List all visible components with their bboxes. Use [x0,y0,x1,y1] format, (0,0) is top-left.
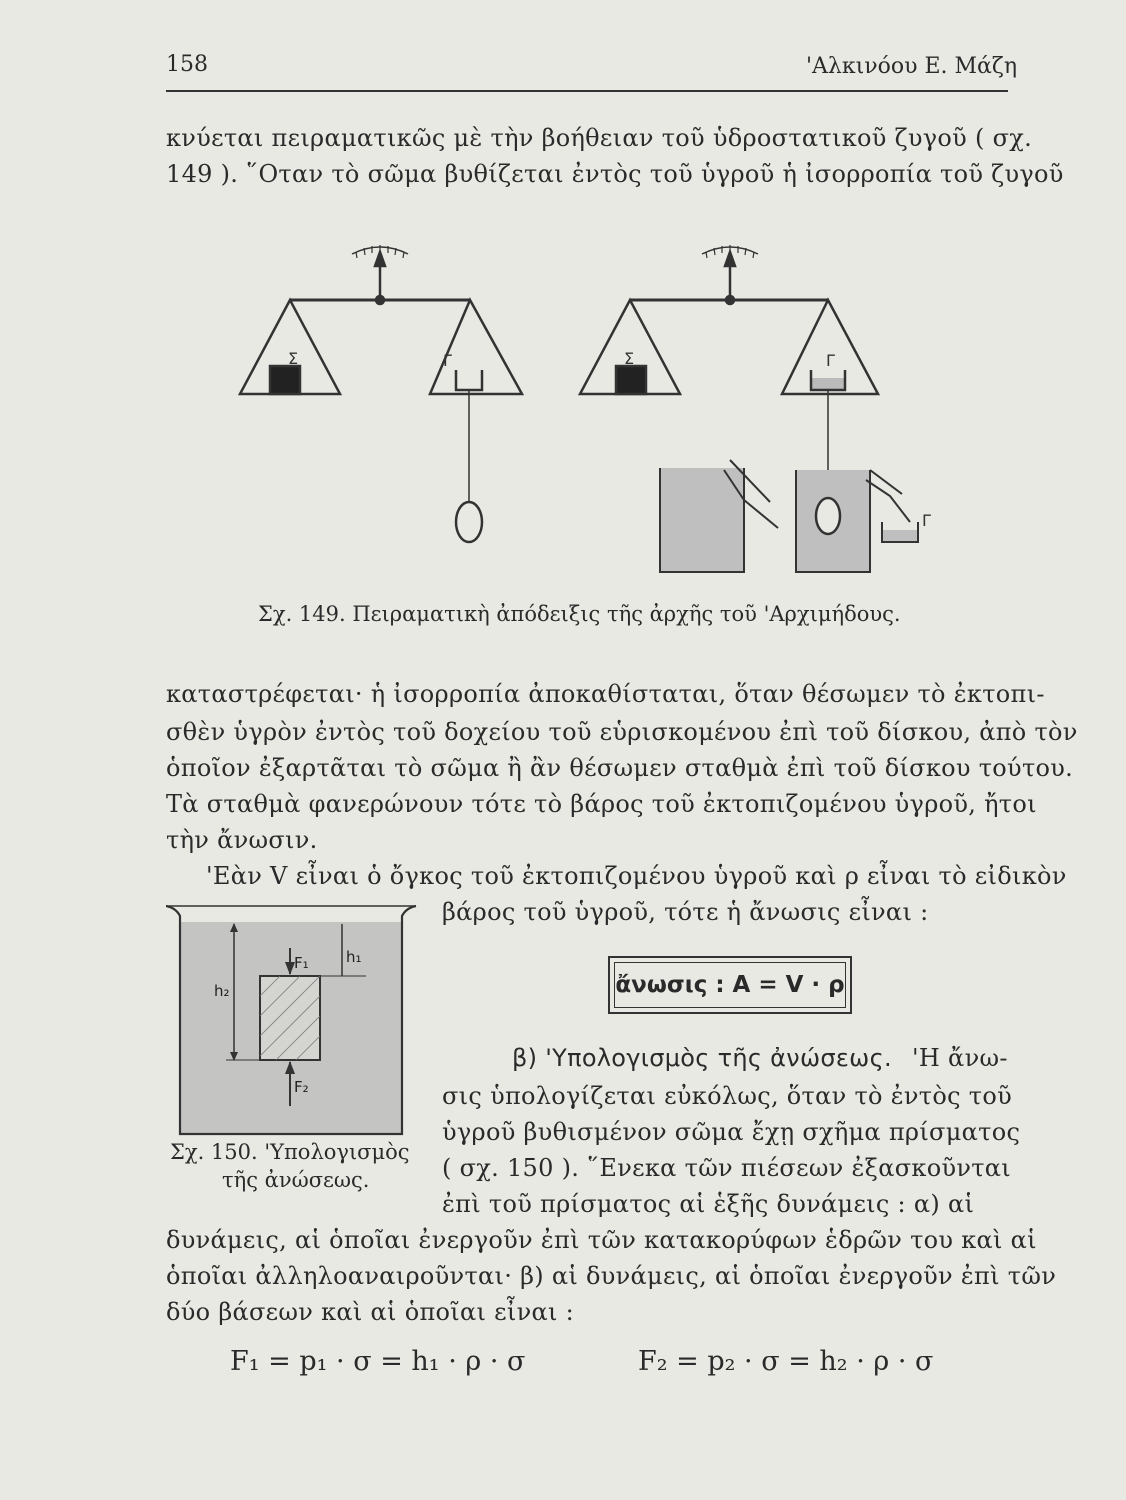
figure-150-caption: Σχ. 150. 'Υπολογισμὸς [170,1140,410,1164]
label-gamma-cup: Γ [922,511,931,530]
header-rule [166,90,1008,92]
balance-left [240,245,522,542]
intro-line: 149 ). ῞Οταν τὸ σῶμα βυθίζεται ἐντὸς τοῦ ὑγροῦ ἡ ἰσορροπία τοῦ ζυγοῦ [166,160,1064,188]
label-h1: h₁ [346,948,362,966]
paragraph-line: σθὲν ὑγρὸν ἐντὸς τοῦ δοχείου τοῦ εὑρισκομένου ἐπὶ τοῦ δίσκου, ἀπὸ τὸν [166,718,1078,746]
section-heading-rest: 'Η ἄνω- [912,1044,1008,1072]
formula-f2: F₂ = p₂ · σ = h₂ · ρ · σ [638,1346,934,1377]
formula-f1: F₁ = p₁ · σ = h₁ · ρ · σ [230,1346,526,1377]
paragraph-line: 'Εὰν V εἶναι ὁ ὄγκος τοῦ ἐκτοπιζομένου ὑγροῦ καὶ ρ εἶναι τὸ εἰδικὸν [206,862,1067,890]
figure-149-caption: Σχ. 149. Πειραματικὴ ἀπόδειξις τῆς ἀρχῆς τοῦ 'Αρχιμήδους. [258,602,901,626]
section-heading: β) 'Υπολογισμὸς τῆς ἀνώσεως. [512,1044,892,1072]
boxed-formula-text: ἄνωσις : Α = V · ρ [614,962,846,1008]
label-sigma-left: Σ [288,349,299,368]
page-number: 158 [166,52,208,77]
section-line: ὑγροῦ βυθισμένον σῶμα ἔχῃ σχῆμα πρίσματος [442,1118,1021,1146]
intro-line: κνύεται πειραματικῶς μὲ τὴν βοήθειαν τοῦ ὑδροστατικοῦ ζυγοῦ ( σχ. [166,124,1033,152]
label-h2: h₂ [214,982,230,1000]
section-line: ἐπὶ τοῦ πρίσματος αἱ ἑξῆς δυνάμεις : α) αἱ [442,1190,975,1218]
paragraph-line: τὴν ἄνωσιν. [166,826,318,854]
label-f1: F₁ [294,954,309,972]
label-gamma-left: Γ [443,351,452,370]
figure-150-caption: τῆς ἀνώσεως. [222,1168,370,1192]
paragraph-line: ὁποῖον ἐξαρτᾶται τὸ σῶμα ἢ ἂν θέσωμεν σταθμὰ ἐπὶ τοῦ δίσκου τούτου. [166,754,1074,782]
paragraph-line: βάρος τοῦ ὑγροῦ, τότε ἡ ἄνωσις εἶναι : [442,898,929,926]
paragraph-line: καταστρέφεται· ἡ ἰσορροπία ἀποκαθίσταται, ὅταν θέσωμεν τὸ ἐκτοπι- [166,680,1045,708]
label-f2: F₂ [294,1078,309,1096]
label-gamma-right: Γ [826,351,835,370]
running-title: 'Αλκινόου Ε. Μάζη [806,54,1018,79]
section-line: δυνάμεις, αἱ ὁποῖαι ἐνεργοῦν ἐπὶ τῶν κατακορύφων ἑδρῶν του καὶ αἱ [166,1226,1037,1254]
paragraph-line: Τὰ σταθμὰ φανερώνουν τότε τὸ βάρος τοῦ ἐκτοπιζομένου ὑγροῦ, ἤτοι [166,790,1037,818]
section-line: σις ὑπολογίζεται εὐκόλως, ὅταν τὸ ἐντὸς τοῦ [442,1082,1012,1110]
boxed-formula [608,956,852,1014]
balance-right [580,245,918,572]
section-line: ὁποῖαι ἀλληλοαναιροῦνται· β) αἱ δυνάμεις, αἱ ὁποῖαι ἐνεργοῦν ἐπὶ τῶν [166,1262,1057,1290]
label-sigma-right: Σ [624,349,635,368]
figure-150 [166,896,418,1136]
section-line: δύο βάσεων καὶ αἱ ὁποῖαι εἶναι : [166,1298,574,1326]
figure-149 [230,232,950,582]
section-line: ( σχ. 150 ). ῞Ενεκα τῶν πιέσεων ἐξασκοῦνται [442,1154,1012,1182]
